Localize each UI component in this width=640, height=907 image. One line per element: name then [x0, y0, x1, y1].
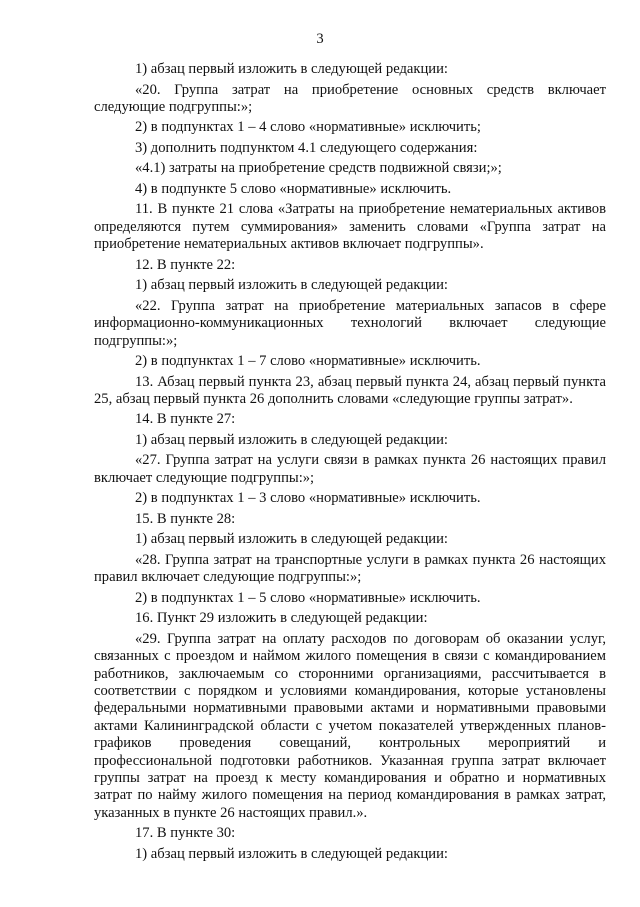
paragraph-17: 15. В пункте 28:: [135, 510, 236, 527]
page-number: 3: [316, 31, 324, 47]
paragraph-7: 11. В пункте 21 слова «Затраты на приобретение нематериальных активов определяются путем суммирования» заменить словами «Группа затрат на приобретение нематериальных активов включает подгруппы».: [94, 201, 606, 253]
paragraph-12: 13. Абзац первый пункта 23, абзац первый пункта 24, абзац первый пункта 25, абзац первый пункта 26 дополнить словами «следующие группы затрат».: [94, 373, 606, 407]
paragraph-15: «27. Группа затрат на услуги связи в рамках пункта 26 настоящих правил включает следующие подгруппы:»;: [94, 452, 606, 486]
paragraph-18: 1) абзац первый изложить в следующей редакции:: [135, 531, 448, 548]
paragraph-1: 1) абзац первый изложить в следующей редакции:: [135, 61, 448, 77]
paragraph-13: 14. В пункте 27:: [135, 411, 236, 428]
paragraph-20: 2) в подпунктах 1 – 5 слово «нормативные» исключить.: [135, 589, 481, 606]
paragraph-4: 3) дополнить подпунктом 4.1 следующего содержания:: [135, 139, 478, 156]
paragraph-19: «28. Группа затрат на транспортные услуги в рамках пункта 26 настоящих правил включает следующие подгруппы:»;: [94, 551, 606, 586]
paragraph-21: 16. Пункт 29 изложить в следующей редакции:: [135, 610, 428, 627]
paragraph-22: «29. Группа затрат на оплату расходов по договорам об оказании услуг, связанных с проездом и наймом жилого помещения в связи с командированием работников, заключаемым со сторонними организациями, рассчитывается в соответствии с порядком и условиями командирования, которые установлены федеральными нормативными правовыми актами и нормативными правовыми актами Калининградской области с учетом показателей утвержденных планов-графиков проведения совещаний, контрольных мероприятий и профессиональной подготовки работников. Указанная группа затрат включает группы затрат на проезд к месту командирования и обратно и нормативных затрат по найму жилого помещения на период командирования в рамках затрат, указанных в пункте 26 настоящих правил.».: [94, 630, 606, 821]
paragraph-6: 4) в подпункте 5 слово «нормативные» исключить.: [135, 180, 452, 197]
paragraph-3: 2) в подпунктах 1 – 4 слово «нормативные» исключить;: [135, 119, 481, 136]
paragraph-8: 12. В пункте 22:: [135, 256, 236, 273]
paragraph-9: 1) абзац первый изложить в следующей редакции:: [135, 277, 448, 294]
document-body: [94, 61, 606, 866]
paragraph-23: 17. В пункте 30:: [135, 825, 236, 842]
paragraph-5: «4.1) затраты на приобретение средств подвижной связи;»;: [135, 160, 502, 177]
paragraph-10: «22. Группа затрат на приобретение материальных запасов в сфере информационно-коммуникационных технологий включает следующие подгруппы:»;: [94, 297, 606, 349]
paragraph-24: 1) абзац первый изложить в следующей редакции:: [135, 845, 448, 862]
paragraph-2: «20. Группа затрат на приобретение основных средств включает следующие подгруппы:»;: [94, 81, 606, 115]
paragraph-11: 2) в подпунктах 1 – 7 слово «нормативные» исключить.: [135, 353, 481, 370]
paragraph-16: 2) в подпунктах 1 – 3 слово «нормативные» исключить.: [135, 490, 481, 507]
paragraph-14: 1) абзац первый изложить в следующей редакции:: [135, 431, 448, 448]
